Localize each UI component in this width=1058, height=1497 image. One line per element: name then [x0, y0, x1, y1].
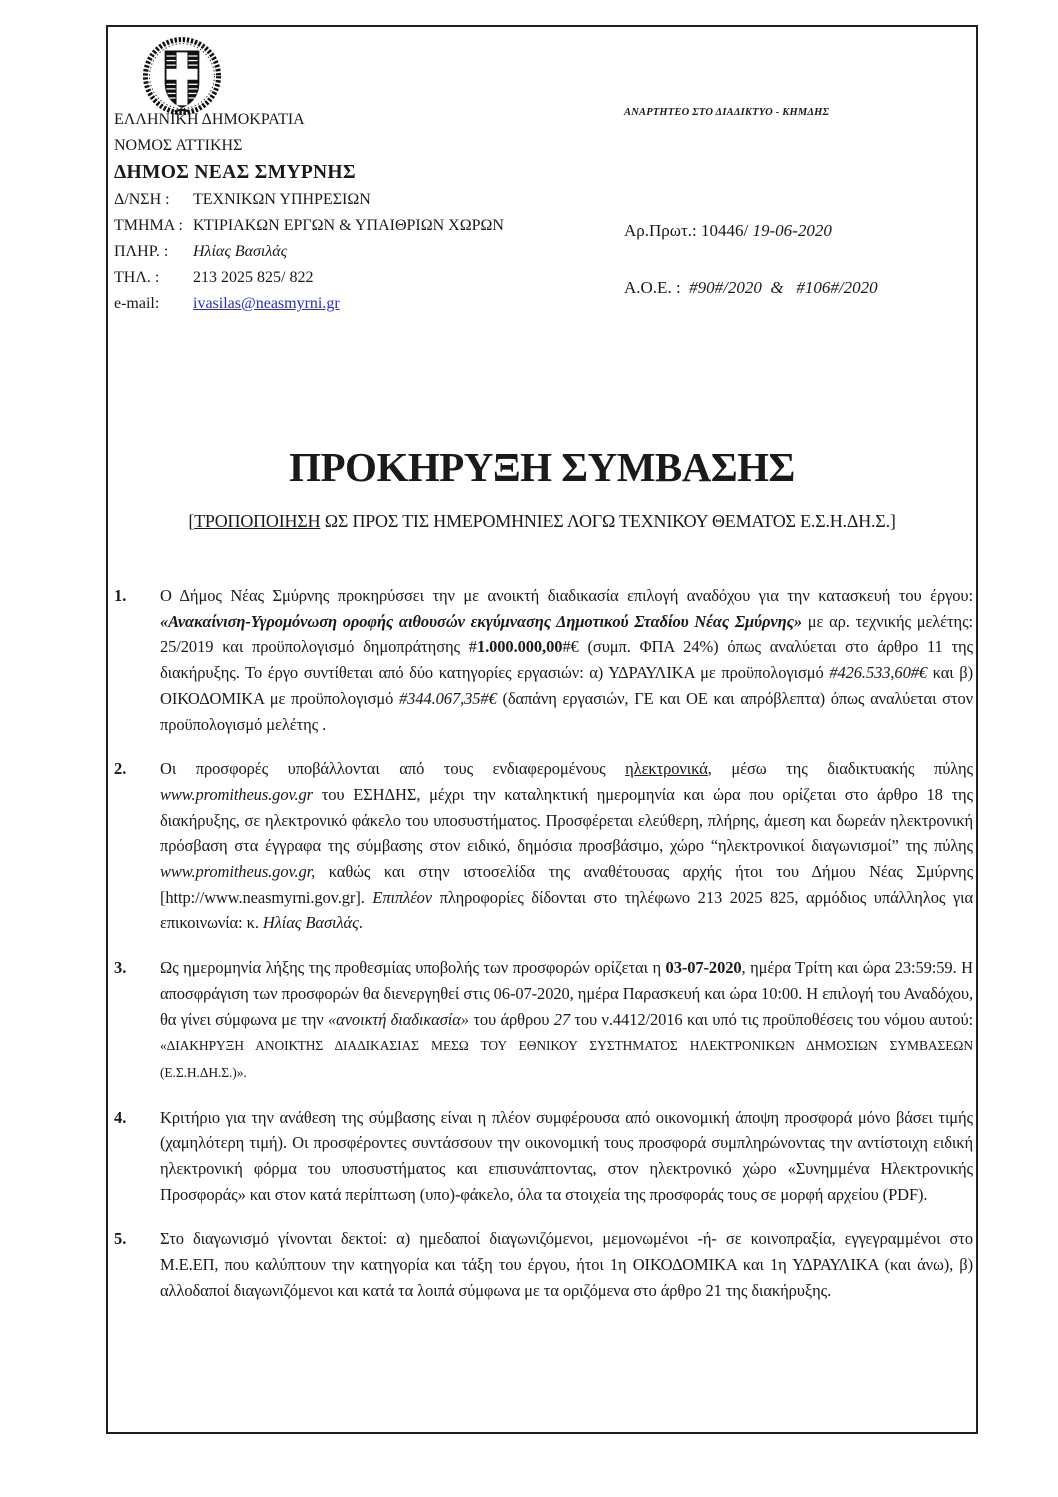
paragraph-text: Ο Δήμος Νέας Σμύρνης προκηρύσσει την με ανοικτή διαδικασία επιλογή αναδόχου για την κατασκευή του έργου: «Ανακαίνιση-Υγρομόνωση οροφής αιθουσών εκγύμνασης Δημοτικού Σταδίου Νέας Σμύρνης» με αρ. τεχνικής μελέτης: 25/2019 και προϋπολογισμό δημοπράτησης #1.000.000,00#€ (συμπ. ΦΠΑ 24%) όπως αναλύεται στο άρθρο 11 της διακήρυξης. Το έργο συντίθεται από δύο κατηγορίες εργασιών: α) ΥΔΡΑΥΛΙΚΑ με προϋπολογισμό #426.533,60#€ και β) ΟΙΚΟΔΟΜΙΚΑ με προϋπολογισμό #344.067,35#€ (δαπάνη εργασιών, ΓΕ και ΟΕ και απρόβλεπτα) όπως αναλύεται στον προϋπολογισμό μελέτης . [160, 586, 973, 734]
paragraph-number: 1. [114, 586, 127, 605]
subtitle-rest: ΩΣ ΠΡΟΣ ΤΙΣ ΗΜΕΡΟΜΗΝΙΕΣ ΛΟΓΩ ΤΕΧΝΙΚΟΥ ΘΕΜΑΤΟΣ Ε.Σ.Η.ΔΗ.Σ.] [320, 511, 896, 531]
protocol-label: Αρ.Πρωτ.: [624, 221, 702, 240]
department-value: ΚΤΙΡΙΑΚΩΝ ΕΡΓΩΝ & ΥΠΑΙΘΡΙΩΝ ΧΩΡΩΝ [193, 217, 504, 234]
country-line: ΕΛΛΗΝΙΚΗ ΔΗΜΟΚΡΑΤΙΑ [114, 111, 305, 128]
numbered-paragraph-2 [108, 756, 976, 936]
paragraph-text: Ως ημερομηνία λήξης της προθεσμίας υποβολής των προσφορών ορίζεται η 03-07-2020, ημέρα Τρίτη και ώρα 23:59:59. Η αποσφράγιση των προσφορών θα διενεργηθεί στις 06-07-2020, ημέρα Παρασκευή και ώρα 10:00. Η επιλογή του Αναδόχου, θα γίνει σύμφωνα με την «ανοικτή διαδικασία» του άρθρου 27 του ν.4412/2016 και υπό τις προϋποθέσεις του νόμου αυτού: «ΔΙΑΚΗΡΥΞΗ ΑΝΟΙΚΤΗΣ ΔΙΑΔΙΚΑΣΙΑΣ ΜΕΣΩ ΤΟΥ ΕΘΝΙΚΟΥ ΣΥΣΤΗΜΑΤΟΣ ΗΛΕΚΤΡΟΝΙΚΩΝ ΔΗΜΟΣΙΩΝ ΣΥΜΒΑΣΕΩΝ (Ε.Σ.Η.ΔΗ.Σ.)». [160, 958, 973, 1080]
numbered-paragraph-5 [108, 1226, 976, 1303]
agency-header-block [114, 107, 604, 317]
directorate-row [114, 187, 604, 213]
paragraph-text: Στο διαγωνισμό γίνονται δεκτοί: α) ημεδαποί διαγωνιζόμενοι, μεμονωμένοι -ή- σε κοινοπραξία, εγγεγραμμένοι στο Μ.Ε.ΕΠ, που καλύπτουν την κατηγορία και τάξη του έργου, ήτοι 1η ΟΙΚΟΔΟΜΙΚΑ και 1η ΥΔΡΑΥΛΙΚΑ (και άνω), β) αλλοδαποί διαγωνιζόμενοι και κατά τα λοιπά σύμφωνα με τα οριζόμενα στο άρθρο 21 της διακήρυξης. [160, 1229, 973, 1300]
phone-row [114, 265, 604, 291]
aoe-value: #90#/2020 & #106#/2020 [689, 278, 878, 297]
amendment-subtitle [108, 511, 976, 532]
subtitle-open-bracket: [ [188, 511, 195, 531]
protocol-header-block [624, 107, 974, 298]
aoe-line [624, 278, 974, 298]
subtitle-underlined-word: ΤΡΟΠΟΠΟΙΗΣΗ [194, 511, 321, 531]
paragraph-number: 3. [114, 958, 127, 978]
numbered-paragraph-4 [108, 1105, 976, 1208]
protocol-number: 10446/ [701, 221, 753, 240]
paragraph-number: 4. [114, 1107, 127, 1127]
prefecture-line: ΝΟΜΟΣ ΑΤΤΙΚΗΣ [114, 136, 243, 154]
paragraph-text: Οι προσφορές υποβάλλονται από τους ενδιαφερομένους ηλεκτρονικά, μέσω της διαδικτυακής πύλης www.promitheus.gov.gr του ΕΣΗΔΗΣ, μέχρι την καταληκτική ημερομηνία και ώρα που ορίζεται στο άρθρο 18 της διακήρυξης, σε ηλεκτρονικό φάκελο του υποσυστήματος. Προσφέρεται ελεύθερη, πλήρης, άμεση και δωρεάν ηλεκτρονική πρόσβαση στα έγγραφα της σύμβασης στον ειδικό, δημόσια προσβάσιμο, χώρο “ηλεκτρονικοί διαγωνισμοί” της πύλης www.promitheus.gov.gr, καθώς και στην ιστοσελίδα της αναθέτουσας αρχής ήτοι του Δήμου Νέας Σμύρνης [http://www.neasmyrni.gov.gr]. Επιπλέον πληροφορίες δίδονται στο τηλέφωνο 213 2025 825, αρμόδιος υπάλληλος για επικοινωνία: κ. Ηλίας Βασιλάς. [160, 759, 973, 933]
contact-label: ΠΛΗΡ. : [114, 243, 169, 260]
directorate-label: Δ/ΝΣΗ : [114, 191, 170, 208]
email-label: e-mail: [114, 295, 160, 312]
numbered-paragraph-3 [108, 955, 976, 1086]
document-page [106, 25, 978, 1434]
aoe-label: Α.Ο.Ε. : [624, 278, 690, 297]
phone-label: ΤΗΛ. : [114, 269, 160, 286]
paragraph-text: Κριτήριο για την ανάθεση της σύμβασης είναι η πλέον συμφέρουσα από οικονομική άποψη προσφορά μόνο βάσει τιμής (χαμηλότερη τιμή). Οι προσφέροντες συντάσσουν την οικονομική τους προσφορά συμπληρώνοντας την αντίστοιχη ειδική ηλεκτρονική φόρμα του υποσυστήματος και επισυνάπτοντας, στον ηλεκτρονικό χώρο «Συνημμένα Ηλεκτρονικής Προσφοράς» και στον κατά περίπτωση (υπο)-φάκελο, όλα τα στοιχεία της προσφοράς τους σε μορφή αρχείου (PDF). [160, 1107, 973, 1204]
contact-row [114, 239, 604, 265]
protocol-line [624, 221, 974, 241]
contact-name: Ηλίας Βασιλάς [193, 243, 288, 260]
email-row [114, 291, 604, 317]
municipality-line: ΔΗΜΟΣ ΝΕΑΣ ΣΜΥΡΝΗΣ [114, 162, 356, 183]
paragraph-number: 5. [114, 1229, 127, 1249]
department-row [114, 213, 604, 239]
numbered-paragraph-1 [108, 583, 976, 737]
document-title: ΠΡΟΚΗΡΥΞΗ ΣΥΜΒΑΣΗΣ [289, 444, 795, 490]
paragraph-number: 2. [114, 759, 127, 779]
paragraph-list [108, 583, 976, 1323]
page-content [108, 27, 976, 1432]
posting-note: ΑΝΑΡΤΗΤΕΟ ΣΤΟ ΔΙΑΔΙΚΤΥΟ - ΚΗΜΔΗΣ [624, 107, 830, 118]
department-label: ΤΜΗΜΑ : [114, 217, 183, 234]
email-link[interactable]: ivasilas@neasmyrni.gr [193, 295, 340, 312]
directorate-value: ΤΕΧΝΙΚΩΝ ΥΠΗΡΕΣΙΩΝ [193, 191, 371, 208]
phone-number: 213 2025 825/ 822 [193, 269, 314, 286]
protocol-date: 19-06-2020 [752, 221, 832, 240]
